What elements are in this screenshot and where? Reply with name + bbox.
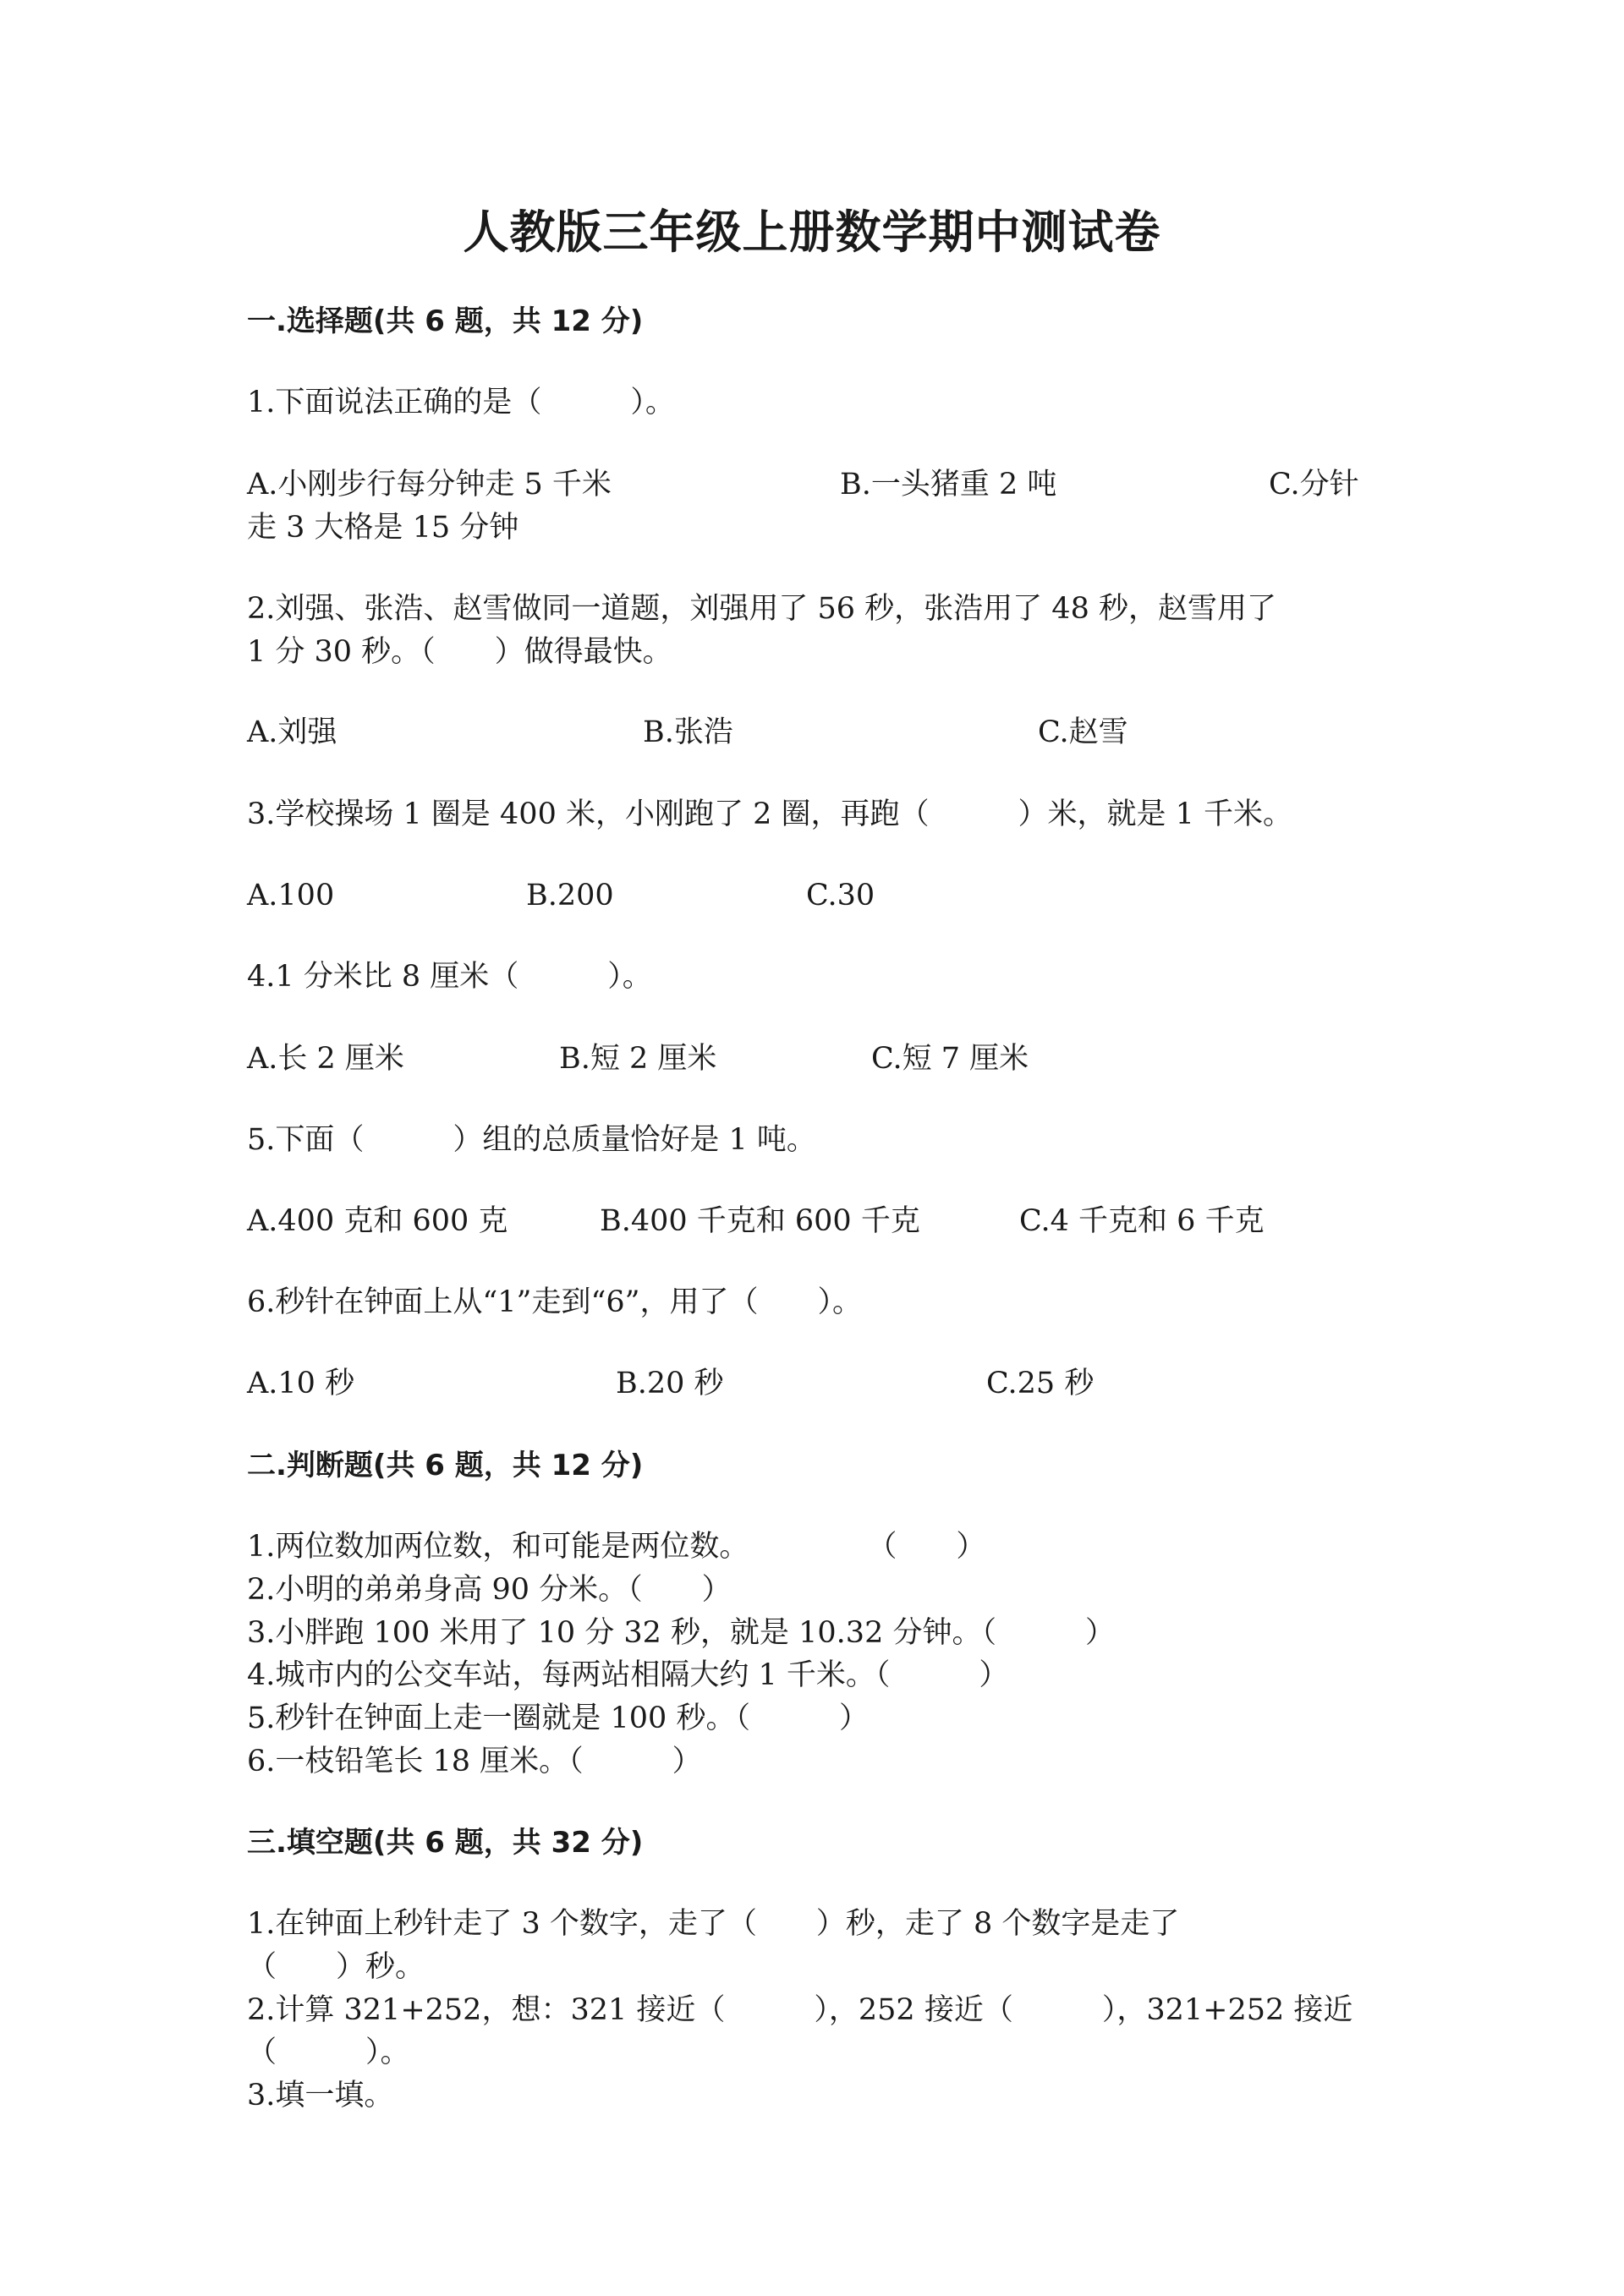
option-c: C.30 [806,879,875,912]
option-a: A.刘强 [247,715,337,749]
judge-item: 4.城市内的公交车站，每两站相隔大约 1 千米。（ ） [247,1658,1009,1692]
judge-item: 1.两位数加两位数，和可能是两位数。 （ ） [247,1530,986,1564]
judge-item: 5.秒针在钟面上走一圈就是 100 秒。（ ） [247,1701,869,1735]
question-stem: 1.下面说法正确的是（ ）。 [247,386,675,419]
option-b: B.张浩 [643,715,733,749]
option-a: A.小刚步行每分钟走 5 千米 [247,468,612,501]
option-a: A.100 [247,879,335,912]
option-continuation: 走 3 大格是 15 分钟 [247,511,519,545]
section-heading-fill: 三.填空题(共 6 题，共 32 分) [247,1826,644,1860]
section-heading-choice: 一.选择题(共 6 题，共 12 分) [247,304,644,338]
option-b: B.20 秒 [616,1367,724,1400]
option-b: B.200 [526,879,614,912]
option-c: C.4 千克和 6 千克 [1019,1204,1265,1238]
option-a: A.长 2 厘米 [247,1042,404,1076]
judge-item: 3.小胖跑 100 米用了 10 分 32 秒，就是 10.32 分钟。（ ） [247,1616,1115,1650]
option-b: B.一头猪重 2 吨 [840,468,1057,501]
question-stem: 3.学校操场 1 圈是 400 米，小刚跑了 2 圈，再跑（ ）米，就是 1 千米。 [247,797,1293,831]
option-c: C.赵雪 [1038,715,1128,749]
page-title: 人教版三年级上册数学期中测试卷 [463,205,1161,259]
question-stem: 5.下面（ ）组的总质量恰好是 1 吨。 [247,1123,816,1157]
fill-item: 1.在钟面上秒针走了 3 个数字，走了（ ）秒，走了 8 个数字是走了 [247,1907,1180,1941]
fill-item-continuation: （ ）秒。 [247,1950,425,1984]
option-b: B.400 千克和 600 千克 [600,1204,920,1238]
fill-item: 3.填一填。 [247,2079,394,2112]
fill-item-continuation: （ ）。 [247,2036,410,2069]
option-c: C.25 秒 [986,1367,1095,1400]
question-stem: 6.秒针在钟面上从“1”走到“6”，用了（ ）。 [247,1285,863,1319]
question-stem-continuation: 1 分 30 秒。（ ）做得最快。 [247,635,672,669]
judge-item: 2.小明的弟弟身高 90 分米。（ ） [247,1573,732,1607]
judge-item: 6.一枝铅笔长 18 厘米。（ ） [247,1745,702,1778]
option-a: A.400 克和 600 克 [247,1204,508,1238]
option-c: C.分针 [1269,468,1359,501]
option-c: C.短 7 厘米 [871,1042,1029,1076]
question-stem: 4.1 分米比 8 厘米（ ）。 [247,960,652,994]
fill-item: 2.计算 321+252，想：321 接近（ ），252 接近（ ），321+252 接近 [247,1993,1353,2027]
option-a: A.10 秒 [247,1367,355,1400]
question-stem: 2.刘强、张浩、赵雪做同一道题，刘强用了 56 秒，张浩用了 48 秒，赵雪用了 [247,592,1276,626]
option-b: B.短 2 厘米 [559,1042,717,1076]
section-heading-judge: 二.判断题(共 6 题，共 12 分) [247,1449,644,1482]
